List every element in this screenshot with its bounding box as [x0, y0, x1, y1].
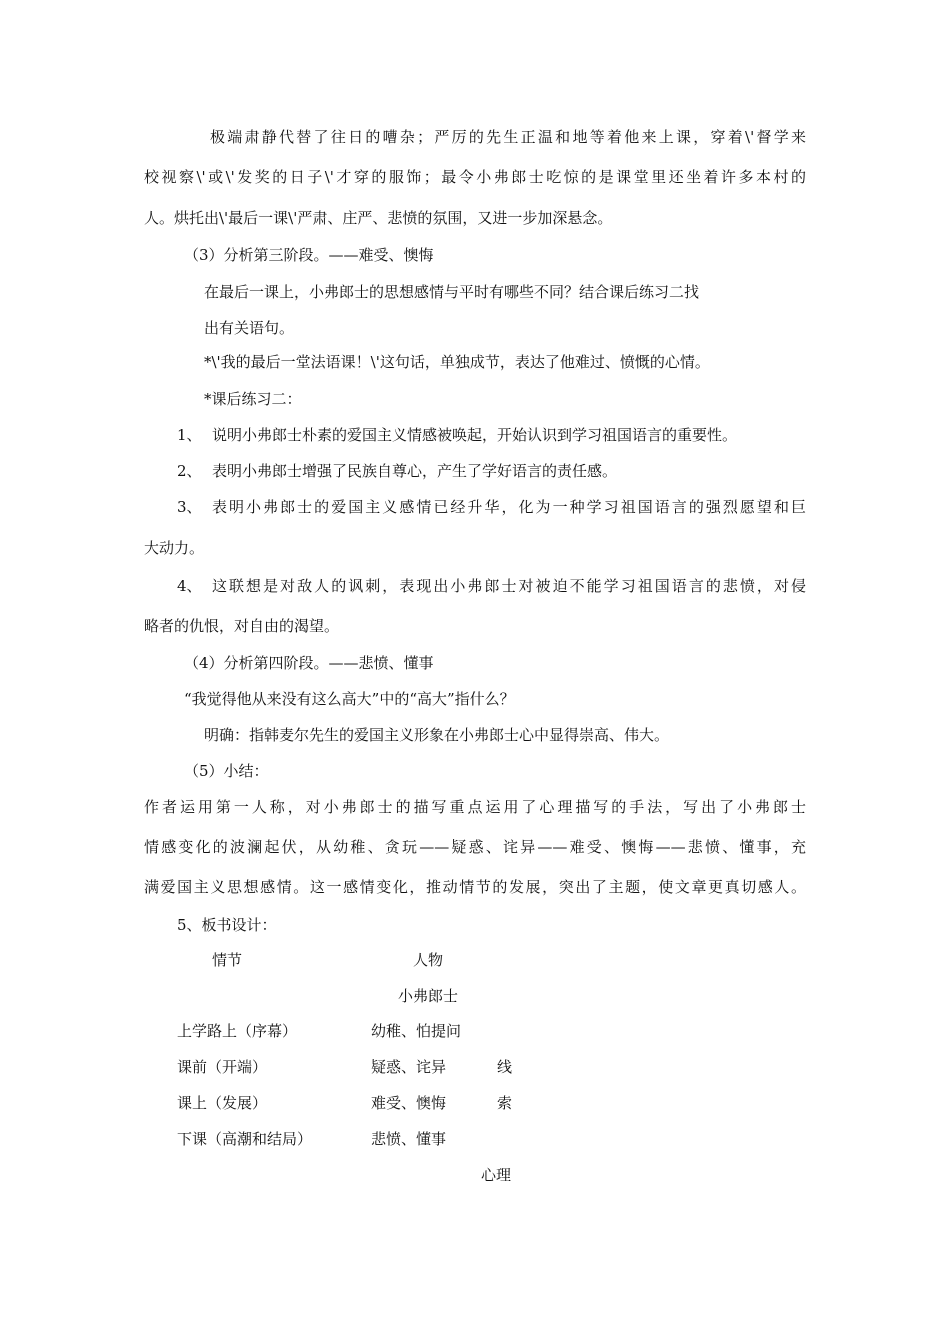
board-row-plot: 课前（开端）: [177, 1058, 268, 1076]
exercise-4-text-line1: 这联想是对敌人的讽刺，表现出小弗郎士对被迫不能学习祖国语言的悲愤，对侵: [212, 577, 806, 595]
board-column-character: 人物: [413, 951, 444, 969]
section4-question: “我觉得他从来没有这么高大”中的“高大”指什么？: [184, 690, 515, 708]
exercise-3-number: 3、: [177, 498, 202, 516]
section4-heading: （4）分析第四阶段。——悲愤、懂事: [184, 654, 434, 672]
board-heading: 5、板书设计：: [177, 916, 277, 934]
summary-line3: 满爱国主义思想感情。这一感情变化，推动情节的发展，突出了主题，使文章更真切感人。: [144, 878, 806, 896]
board-column-plot: 情节: [212, 951, 243, 969]
exercise-3-text-line2: 大动力。: [144, 539, 205, 557]
board-row-plot: 课上（发展）: [177, 1094, 268, 1112]
section3-question-line1: 在最后一课上，小弗郎士的思想感情与平时有哪些不同？结合课后练习二找: [204, 283, 700, 301]
board-row-feeling: 疑惑、诧异: [371, 1058, 447, 1076]
section3-question-line2: 出有关语句。: [204, 319, 295, 337]
para1-line2: 校视察\'或\'发奖的日子\'才穿的服饰；最令小弗郎士吃惊的是课堂里还坐着许多本村的: [144, 168, 806, 186]
board-row-feeling: 难受、懊悔: [371, 1094, 447, 1112]
section3-note2: *课后练习二：: [204, 390, 302, 408]
exercise-2-text: 表明小弗郎士增强了民族自尊心，产生了学好语言的责任感。: [212, 462, 618, 480]
para1-line3: 人。烘托出\'最后一课\'严肃、庄严、悲愤的氛围，又进一步加深悬念。: [144, 209, 613, 227]
section5-heading: （5）小结：: [184, 762, 269, 780]
exercise-4-text-line2: 略者的仇恨，对自由的渴望。: [144, 617, 340, 635]
board-row-plot: 上学路上（序幕）: [177, 1022, 298, 1040]
exercise-1-number: 1、: [177, 426, 202, 444]
section4-answer: 明确：指韩麦尔先生的爱国主义形象在小弗郎士心中显得崇高、伟大。: [204, 726, 670, 744]
board-row-feeling: 幼稚、怕提问: [371, 1022, 462, 1040]
exercise-2-number: 2、: [177, 462, 202, 480]
exercise-1-text: 说明小弗郎士朴素的爱国主义情感被唤起，开始认识到学习祖国语言的重要性。: [212, 426, 738, 444]
board-row-plot: 下课（高潮和结局）: [177, 1130, 313, 1148]
board-side-char-1: 线: [497, 1058, 513, 1076]
summary-line2: 情感变化的波澜起伏，从幼稚、贪玩——疑惑、诧异——难受、懊悔——悲愤、懂事，充: [144, 838, 806, 856]
section3-note1: *\'我的最后一堂法语课！\'这句话，单独成节，表达了他难过、愤慨的心情。: [204, 353, 710, 371]
board-row-feeling: 悲愤、懂事: [371, 1130, 447, 1148]
section3-heading: （3）分析第三阶段。——难受、懊悔: [184, 246, 434, 264]
board-character-name: 小弗郎士: [398, 987, 459, 1005]
summary-line1: 作者运用第一人称，对小弗郎士的描写重点运用了心理描写的手法，写出了小弗郎士: [144, 798, 806, 816]
board-bottom-label: 心理: [481, 1166, 512, 1184]
exercise-3-text-line1: 表明小弗郎士的爱国主义感情已经升华，化为一种学习祖国语言的强烈愿望和巨: [212, 498, 806, 516]
para1-line1: 极端肃静代替了往日的嘈杂；严厉的先生正温和地等着他来上课，穿着\'督学来: [210, 128, 806, 146]
exercise-4-number: 4、: [177, 577, 202, 595]
board-side-char-2: 索: [497, 1094, 513, 1112]
